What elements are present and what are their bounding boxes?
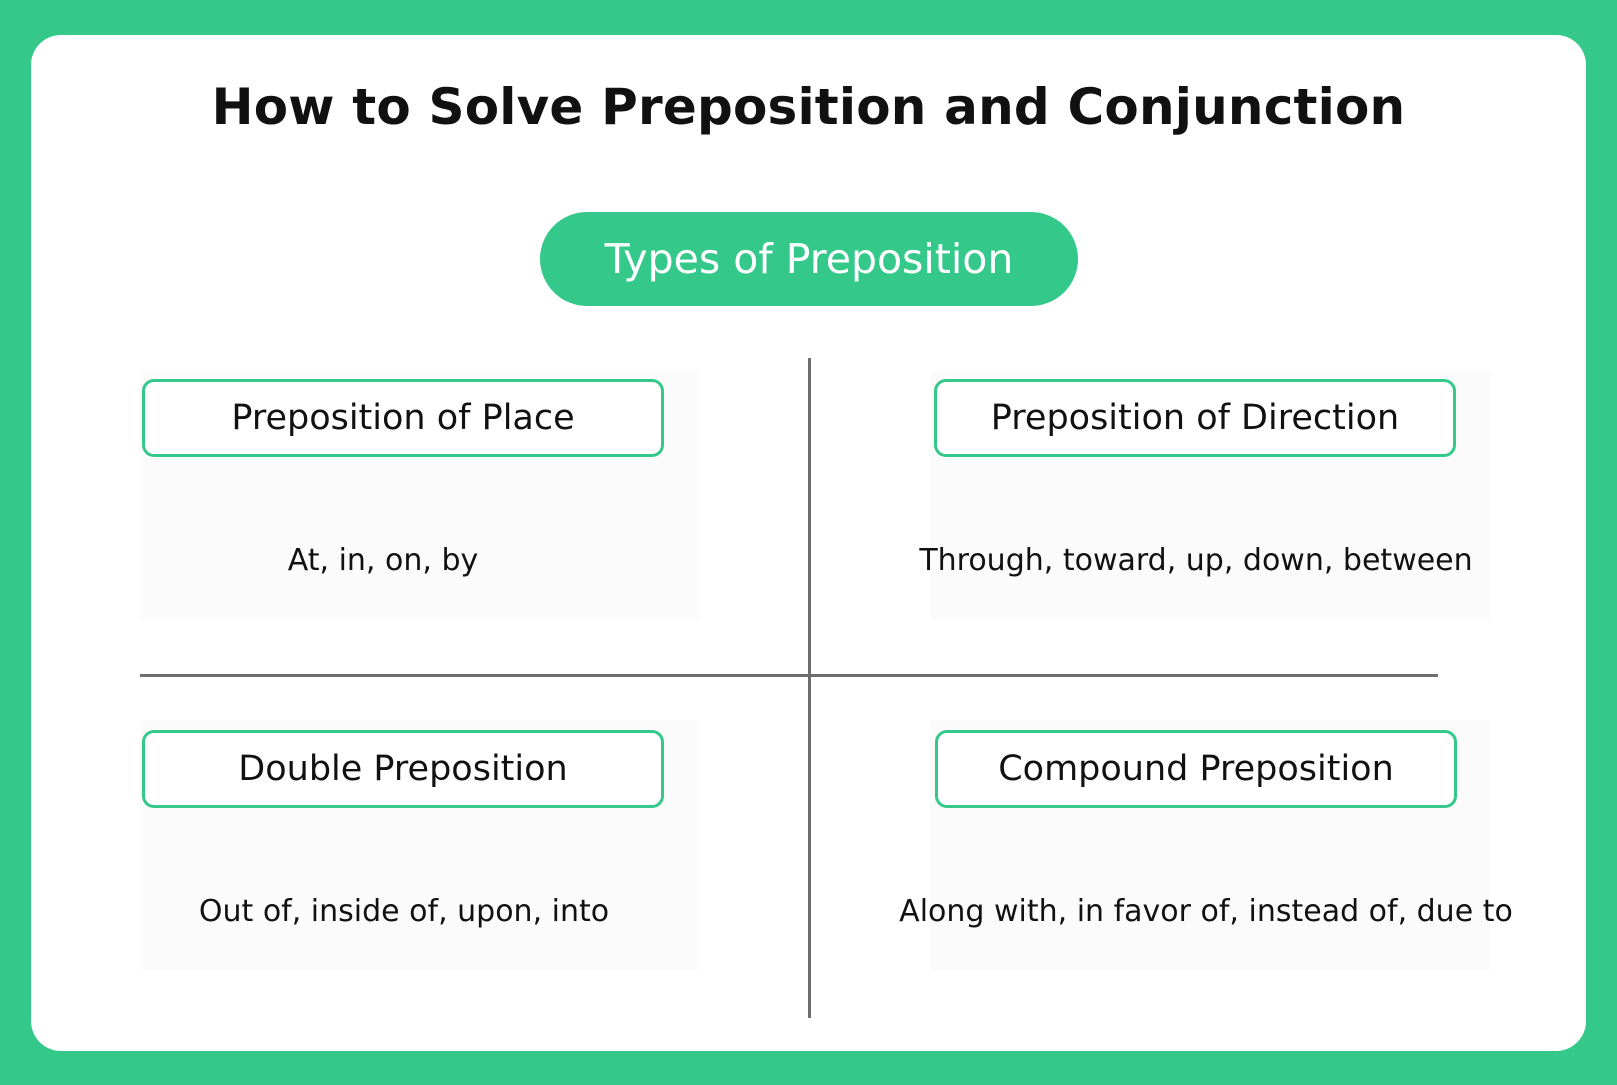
double-preposition-examples: Out of, inside of, upon, into <box>198 894 610 929</box>
vertical-divider <box>808 358 811 1018</box>
types-of-preposition-badge: Types of Preposition <box>540 212 1078 306</box>
preposition-of-place-box: Preposition of Place <box>142 379 664 457</box>
preposition-of-direction-box: Preposition of Direction <box>934 379 1456 457</box>
compound-preposition-box: Compound Preposition <box>935 730 1457 808</box>
compound-preposition-examples: Along with, in favor of, instead of, due to <box>899 894 1513 929</box>
double-preposition-box: Double Preposition <box>142 730 664 808</box>
preposition-of-direction-examples: Through, toward, up, down, between <box>919 543 1473 578</box>
preposition-of-place-examples: At, in, on, by <box>287 543 479 578</box>
horizontal-divider <box>140 674 1438 677</box>
page-title: How to Solve Preposition and Conjunction <box>211 78 1406 136</box>
